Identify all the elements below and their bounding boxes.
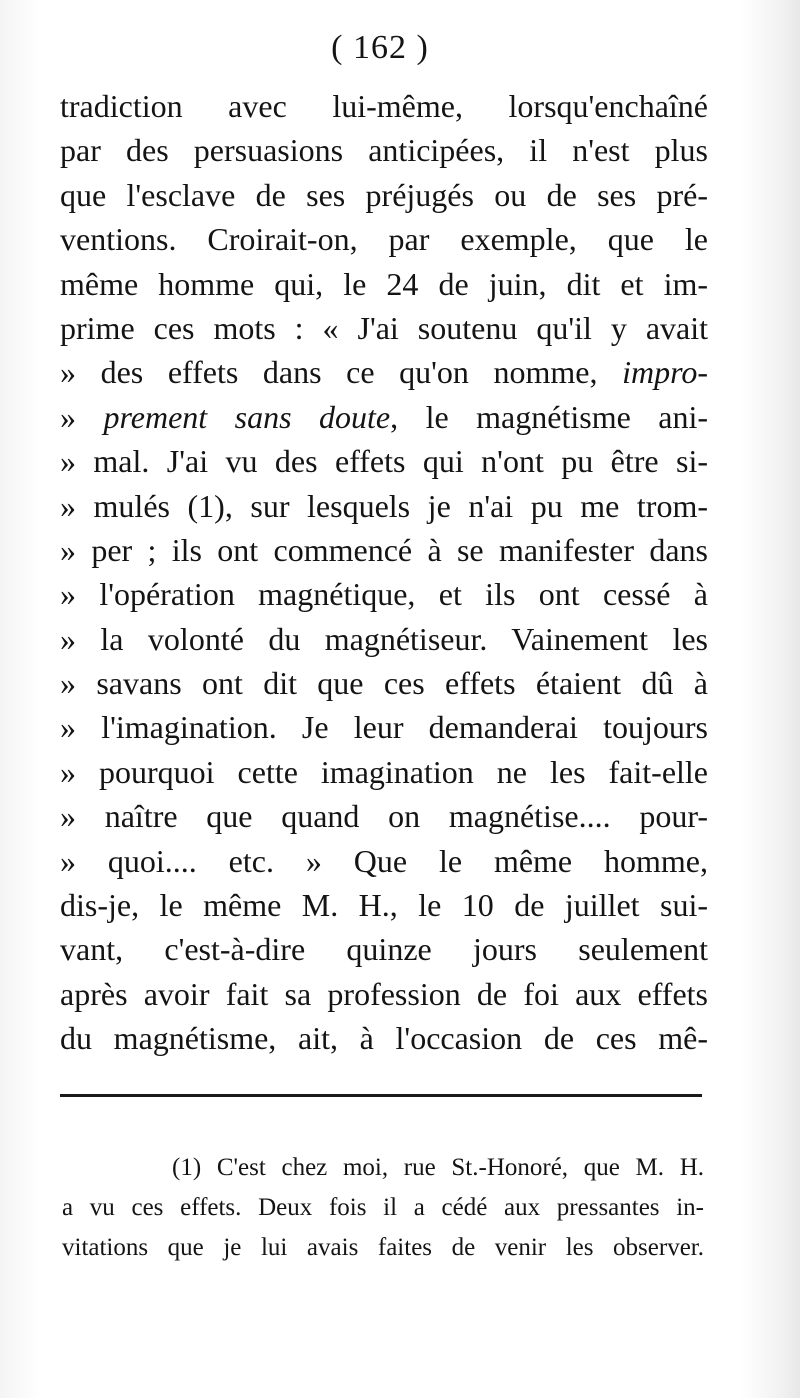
italic-segment: impro- — [622, 354, 708, 391]
text-line: par des persuasions anticipées, il n'est plus — [60, 132, 708, 169]
text-line: » per ; ils ont commencé à se manifester dans — [60, 531, 708, 568]
footnote-line: vitations que je lui avais faites de venir les observer. — [62, 1234, 704, 1261]
text-line: prime ces mots : « J'ai soutenu qu'il y avait — [60, 309, 708, 346]
italic-segment: prement sans doute — [103, 398, 391, 435]
text-line: » l'imagination. Je leur demanderai toujours — [60, 709, 708, 746]
text-line: » l'opération magnétique, et ils ont cessé à — [60, 576, 708, 613]
footnote-line: (1) C'est chez moi, rue St.-Honoré, que M. H. — [172, 1154, 704, 1181]
text-line: du magnétisme, ait, à l'occasion de ces mê- — [60, 1020, 708, 1057]
footnote — [62, 1148, 704, 1268]
text-line-mixed — [60, 350, 708, 394]
text-line: » savans ont dit que ces effets étaient dû à — [60, 665, 708, 702]
text-segment: » des effets dans ce qu'on nomme, — [60, 354, 598, 391]
footnote-divider — [60, 1094, 702, 1097]
main-text — [60, 84, 708, 1061]
text-line: tradiction avec lui-même, lorsqu'enchaîné — [60, 88, 708, 124]
text-line: » naître que quand on magnétise.... pour- — [60, 798, 708, 835]
text-line: » pourquoi cette imagination ne les fait-elle — [60, 753, 708, 790]
text-line: » mulés (1), sur lesquels je n'ai pu me trom- — [60, 487, 708, 524]
text-line: ventions. Croirait-on, par exemple, que le — [60, 221, 708, 258]
page-number: ( 162 ) — [331, 29, 429, 66]
text-line: vant, c'est-à-dire quinze jours seulement — [60, 931, 708, 968]
text-line: même homme qui, le 24 de juin, dit et im- — [60, 265, 708, 302]
text-line: » quoi.... etc. » Que le même homme, — [60, 842, 708, 879]
text-line: que l'esclave de ses préjugés ou de ses pré- — [60, 176, 708, 213]
text-line: » la volonté du magnétiseur. Vainement les — [60, 620, 708, 657]
text-segment: » — [60, 398, 76, 435]
text-line: » mal. J'ai vu des effets qui n'ont pu être si- — [60, 443, 708, 480]
text-segment: , le magnétisme ani- — [390, 398, 708, 435]
text-line-mixed — [60, 395, 708, 439]
footnote-line: a vu ces effets. Deux fois il a cédé aux pressantes in- — [62, 1194, 704, 1221]
text-line: après avoir fait sa profession de foi aux effets — [60, 975, 708, 1012]
text-line: dis-je, le même M. H., le 10 de juillet sui- — [60, 887, 708, 924]
